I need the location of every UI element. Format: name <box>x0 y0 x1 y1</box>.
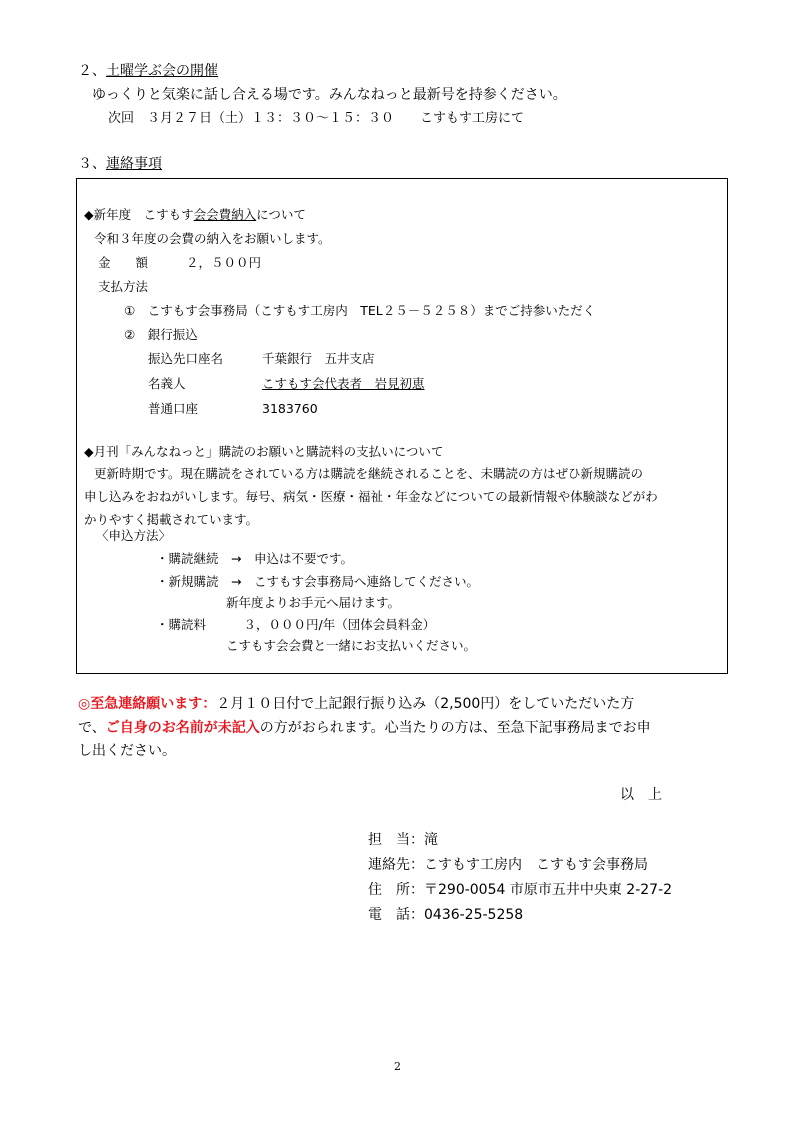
account-name-label: 振込先口座名 <box>148 351 224 366</box>
page-number: 2 <box>394 1060 401 1073</box>
fee-title <box>84 209 306 222</box>
apply-item-continue: ・購読継続 → 申込は不要です。 <box>156 551 353 566</box>
contact-office <box>368 858 648 872</box>
urgent-line1-text: ２月１０日付で上記銀行振り込み（2,500円）をしていただいた方 <box>216 696 635 712</box>
account-name: 千葉銀行 五井支店 <box>262 351 375 366</box>
contact-address <box>368 883 672 897</box>
contact-phone <box>368 908 523 922</box>
fee-title-suffix: について <box>256 207 306 222</box>
apply-method-label: 〈申込方法〉 <box>96 528 172 543</box>
apply-item-new-note: 新年度よりお手元へ届けます。 <box>226 595 401 610</box>
section3-title: 連絡事項 <box>106 156 162 172</box>
payment-option-1: ① こすもす会事務局（こすもす工房内 TEL２５－５２５８）までご持参いただく <box>124 303 596 318</box>
section2-title: 土曜学ぶ会の開催 <box>106 63 218 79</box>
subscription-para-line2: 申し込みをおねがいします。毎号、病気・医療・福祉・年金などについての最新情報や体験談などがわ <box>84 489 658 504</box>
section2-number: ２、 <box>78 63 106 79</box>
account-type-label: 普通口座 <box>148 401 199 416</box>
section2-line1: ゆっくりと気楽に話し合える場です。みんなねっと最新号を持参ください。 <box>92 87 567 103</box>
contact-phone-number: 0436-25-5258 <box>424 907 524 923</box>
section2-next-meeting: 次回 ３月２７日（土）１３：３０～１５：３０ こすもす工房にて <box>108 111 525 126</box>
contact-person-name: 滝 <box>424 832 438 848</box>
contact-person-label: 担 当： <box>368 832 424 848</box>
section2-heading <box>78 64 218 78</box>
urgent-line1 <box>78 697 634 711</box>
urgent-line2-prefix: で、 <box>78 720 106 736</box>
notice-box <box>76 178 728 674</box>
section3-number: ３、 <box>78 156 106 172</box>
urgent-label: ◎至急連絡願います： <box>78 696 217 712</box>
urgent-line3: し出ください。 <box>78 743 176 759</box>
payment-option-2: ② 銀行振込 <box>124 327 198 342</box>
amount-label: 金 額 <box>98 255 149 270</box>
subscription-para-line3: かりやすく掲載されています。 <box>84 512 259 527</box>
fee-title-prefix: ◆新年度 こすもす <box>84 207 194 222</box>
contact-office-label: 連絡先： <box>368 857 424 873</box>
urgent-line2-highlight: ご自身のお名前が未記入 <box>105 720 260 736</box>
amount-value: ２，５００円 <box>186 255 262 270</box>
contact-phone-label: 電 話： <box>368 907 424 923</box>
fee-line: 令和３年度の会費の納入をお願いします。 <box>94 231 331 246</box>
payment-method-label: 支払方法 <box>98 279 149 294</box>
contact-address-label: 住 所： <box>368 882 424 898</box>
subscription-title: ◆月刊「みんなねっと」購読のお願いと購読料の支払いについて <box>84 444 444 459</box>
contact-address-value: 〒290-0054 市原市五井中央東 2-27-2 <box>424 882 673 898</box>
urgent-line2 <box>78 721 651 735</box>
closing-text: 以 上 <box>620 787 662 803</box>
contact-person <box>368 833 438 847</box>
fee-title-underlined: 会会費納入 <box>193 207 257 222</box>
account-holder: こすもす会代表者 岩見初恵 <box>262 376 425 391</box>
subscription-para-line1: 更新時期です。現在購読をされている方は購読を継続されることを、未購読の方はぜひ新規購読の <box>94 466 644 481</box>
account-number: 3183760 <box>262 401 318 416</box>
contact-office-name: こすもす工房内 こすもす会事務局 <box>424 857 648 873</box>
section3-heading <box>78 157 162 171</box>
apply-item-fee: ・購読料 ３，０００円/年（団体会員料金） <box>156 617 436 632</box>
apply-item-fee-note: こすもす会会費と一緒にお支払いください。 <box>226 638 477 653</box>
apply-item-new: ・新規購読 → こすもす会事務局へ連絡してください。 <box>156 574 479 589</box>
urgent-line2-suffix: の方がおられます。心当たりの方は、至急下記事務局までお申 <box>259 720 651 736</box>
account-holder-label: 名義人 <box>148 376 186 391</box>
